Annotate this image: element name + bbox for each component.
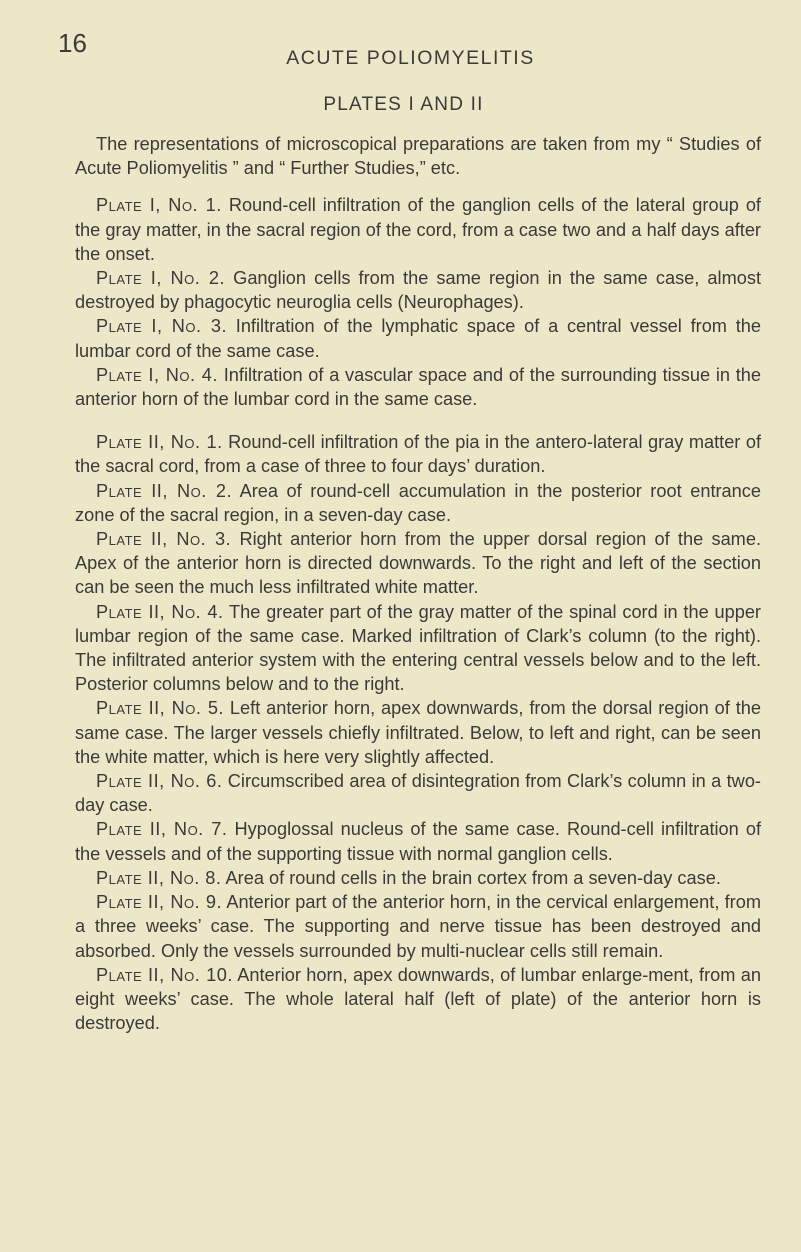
plate-label: Plate II, No. 9. (96, 892, 223, 913)
plate-description: Round-cell infiltration of the pia in the antero-lateral gray matter of the sacral cord, from a case of three to four days’ duration. (75, 432, 761, 477)
plate-entry (75, 363, 761, 411)
plate-label: Plate II, No. 7. (96, 819, 228, 840)
plate-description: The greater part of the gray matter of the spinal cord in the upper lumbar region of the same case. Marked infiltration of Clark’s column (to the right). The infiltrated anterior system with the entering central vessels below and to the left. Posterior columns below and to the right. (75, 601, 761, 695)
plate-label: Plate II, No. 10. (96, 964, 233, 985)
plate-entry (75, 890, 761, 963)
plate-description: Area of round cells in the brain cortex from a seven-day case. (225, 867, 721, 888)
plate-description: Area of round-cell accumulation in the posterior root entrance zone of the sacral region, in a seven-day case. (75, 480, 761, 525)
plate-label: Plate II, No. 1. (96, 432, 223, 453)
body-text (75, 132, 761, 1035)
plate-entry (75, 527, 761, 600)
plate-entry (75, 696, 761, 769)
plate-entry (75, 600, 761, 697)
plate-label: Plate II, No. 5. (96, 698, 224, 719)
plate-description: Left anterior horn, apex downwards, from the dorsal region of the same case. The larger vessels chiefly infiltrated. Below, to left and right, can be seen the white matter, which is here very slightly affected. (75, 698, 761, 767)
plate-description: Right anterior horn from the upper dorsal region of the same. Apex of the anterior horn is directed downwards. To the right and left of the section can be seen the much less infiltrated white matter. (75, 529, 761, 598)
plate-description: Infiltration of a vascular space and of the surrounding tissue in the anterior horn of the lumbar cord in the same case. (75, 364, 761, 410)
running-head: ACUTE POLIOMYELITIS (286, 47, 535, 69)
plate-label: Plate I, No. 4. (96, 364, 218, 385)
plate-description: Ganglion cells from the same region in the same case, almost destroyed by phagocytic neuroglia cells (Neurophages). (75, 268, 761, 313)
plate-entry (75, 769, 761, 817)
plate-description: Hypoglossal nucleus of the same case. Round-cell infiltration of the vessels and of the supporting tissue with normal ganglion cells. (75, 819, 762, 864)
plate-label: Plate I, No. 2. (96, 268, 226, 289)
page-number: 16 (58, 28, 87, 58)
intro-paragraph: The representations of microscopical preparations are taken from my “ Studies of Acute Poliomyelitis ” and “ Further Studies,” etc. (75, 134, 761, 179)
plate-entry (75, 479, 761, 527)
plate-label: Plate II, No. 6. (96, 771, 223, 792)
plate-entry (75, 963, 761, 1036)
plate-description: Anterior part of the anterior horn, in the cervical enlargement, from a three weeks’ case. The supporting and nerve tissue has been destroyed and absorbed. Only the vessels surrounded by multi-nuclear cells still remain. (75, 892, 762, 961)
plate-label: Plate II, No. 2. (96, 480, 232, 501)
plate-description: Round-cell infiltration of the ganglion cells of the lateral group of the gray matter, in the sacral region of the cord, from a case two and a half days after the onset. (75, 195, 761, 264)
section-title: PLATES I AND II (323, 94, 484, 115)
plate-description: Infiltration of the lymphatic space of a central vessel from the lumbar cord of the same case. (75, 316, 761, 361)
plate-entry (75, 314, 761, 362)
plate-entry (75, 266, 761, 314)
plate-description: Circumscribed area of disintegration from Clark’s column in a two-day case. (75, 771, 761, 816)
plate-label: Plate II, No. 8. (96, 867, 222, 888)
plate-label: Plate I, No. 3. (96, 316, 228, 337)
plate-entry (75, 193, 761, 266)
plate-description: Anterior horn, apex downwards, of lumbar enlarge-ment, from an eight weeks’ case. The whole lateral half (left of plate) of the anterior horn is destroyed. (75, 964, 761, 1034)
plate-entry (75, 817, 761, 865)
plate-label: Plate II, No. 4. (96, 601, 224, 622)
plate-label: Plate II, No. 3. (96, 529, 232, 550)
plate-label: Plate I, No. 1. (96, 195, 222, 216)
plate-entry (75, 866, 761, 890)
plate-entry (75, 430, 761, 478)
